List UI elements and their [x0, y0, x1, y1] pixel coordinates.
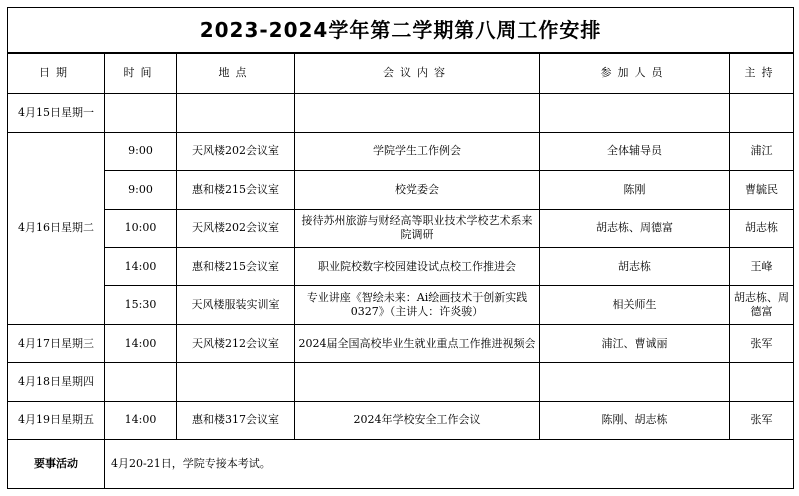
table-row — [8, 247, 794, 285]
table-row — [8, 132, 794, 170]
table-row — [8, 94, 794, 132]
attendees-cell — [540, 363, 730, 401]
host-cell: 胡志栋 — [730, 209, 794, 247]
content-cell: 校党委会 — [295, 171, 540, 209]
content-cell: 2024年学校安全工作会议 — [295, 401, 540, 439]
col-header-host: 主持 — [730, 53, 794, 94]
col-header-date: 日期 — [8, 53, 105, 94]
content-cell — [295, 363, 540, 401]
date-cell-fri: 4月19日星期五 — [8, 401, 105, 439]
place-cell: 天风楼212会议室 — [177, 324, 295, 362]
attendees-cell: 胡志栋、周德富 — [540, 209, 730, 247]
attendees-cell: 浦江、曹诚丽 — [540, 324, 730, 362]
host-cell — [730, 94, 794, 132]
time-cell — [105, 363, 177, 401]
content-cell: 职业院校数字校园建设试点校工作推进会 — [295, 247, 540, 285]
date-cell-thu: 4月18日星期四 — [8, 363, 105, 401]
date-cell-mon: 4月15日星期一 — [8, 94, 105, 132]
content-cell: 2024届全国高校毕业生就业重点工作推进视频会 — [295, 324, 540, 362]
table-row — [8, 171, 794, 209]
attendees-cell: 相关师生 — [540, 286, 730, 324]
col-header-attendees: 参加人员 — [540, 53, 730, 94]
table-row — [8, 286, 794, 324]
content-cell: 接待苏州旅游与财经高等职业技术学校艺术系来院调研 — [295, 209, 540, 247]
host-cell: 曹毓民 — [730, 171, 794, 209]
content-cell: 学院学生工作例会 — [295, 132, 540, 170]
table-row — [8, 209, 794, 247]
col-header-time: 时间 — [105, 53, 177, 94]
time-cell: 15:30 — [105, 286, 177, 324]
time-cell: 9:00 — [105, 171, 177, 209]
content-cell: 专业讲座《智绘未来：Ai绘画技术于创新实践0327》（主讲人：许炎骏） — [295, 286, 540, 324]
host-cell: 张军 — [730, 401, 794, 439]
footer-row — [8, 440, 794, 489]
attendees-cell: 全体辅导员 — [540, 132, 730, 170]
host-cell: 张军 — [730, 324, 794, 362]
host-cell — [730, 363, 794, 401]
host-cell: 胡志栋、周德富 — [730, 286, 794, 324]
place-cell: 惠和楼215会议室 — [177, 247, 295, 285]
attendees-cell: 胡志栋 — [540, 247, 730, 285]
content-cell — [295, 94, 540, 132]
attendees-cell — [540, 94, 730, 132]
time-cell: 9:00 — [105, 132, 177, 170]
schedule-table — [7, 7, 794, 489]
place-cell: 惠和楼317会议室 — [177, 401, 295, 439]
time-cell — [105, 94, 177, 132]
attendees-cell: 陈刚、胡志栋 — [540, 401, 730, 439]
header-row — [8, 53, 794, 94]
footer-label: 要事活动 — [8, 440, 105, 489]
time-cell: 14:00 — [105, 324, 177, 362]
date-cell-wed: 4月17日星期三 — [8, 324, 105, 362]
table-row — [8, 363, 794, 401]
table-row — [8, 324, 794, 362]
place-cell: 天风楼服装实训室 — [177, 286, 295, 324]
date-cell-tue: 4月16日星期二 — [8, 132, 105, 324]
host-cell: 浦江 — [730, 132, 794, 170]
place-cell: 天风楼202会议室 — [177, 209, 295, 247]
footer-text: 4月20-21日，学院专接本考试。 — [105, 440, 794, 489]
time-cell: 14:00 — [105, 401, 177, 439]
place-cell — [177, 94, 295, 132]
col-header-content: 会议内容 — [295, 53, 540, 94]
time-cell: 14:00 — [105, 247, 177, 285]
col-header-place: 地点 — [177, 53, 295, 94]
host-cell: 王峰 — [730, 247, 794, 285]
place-cell: 天风楼202会议室 — [177, 132, 295, 170]
schedule-title: 2023-2024学年第二学期第八周工作安排 — [8, 8, 794, 53]
table-row — [8, 401, 794, 439]
place-cell — [177, 363, 295, 401]
attendees-cell: 陈刚 — [540, 171, 730, 209]
place-cell: 惠和楼215会议室 — [177, 171, 295, 209]
time-cell: 10:00 — [105, 209, 177, 247]
